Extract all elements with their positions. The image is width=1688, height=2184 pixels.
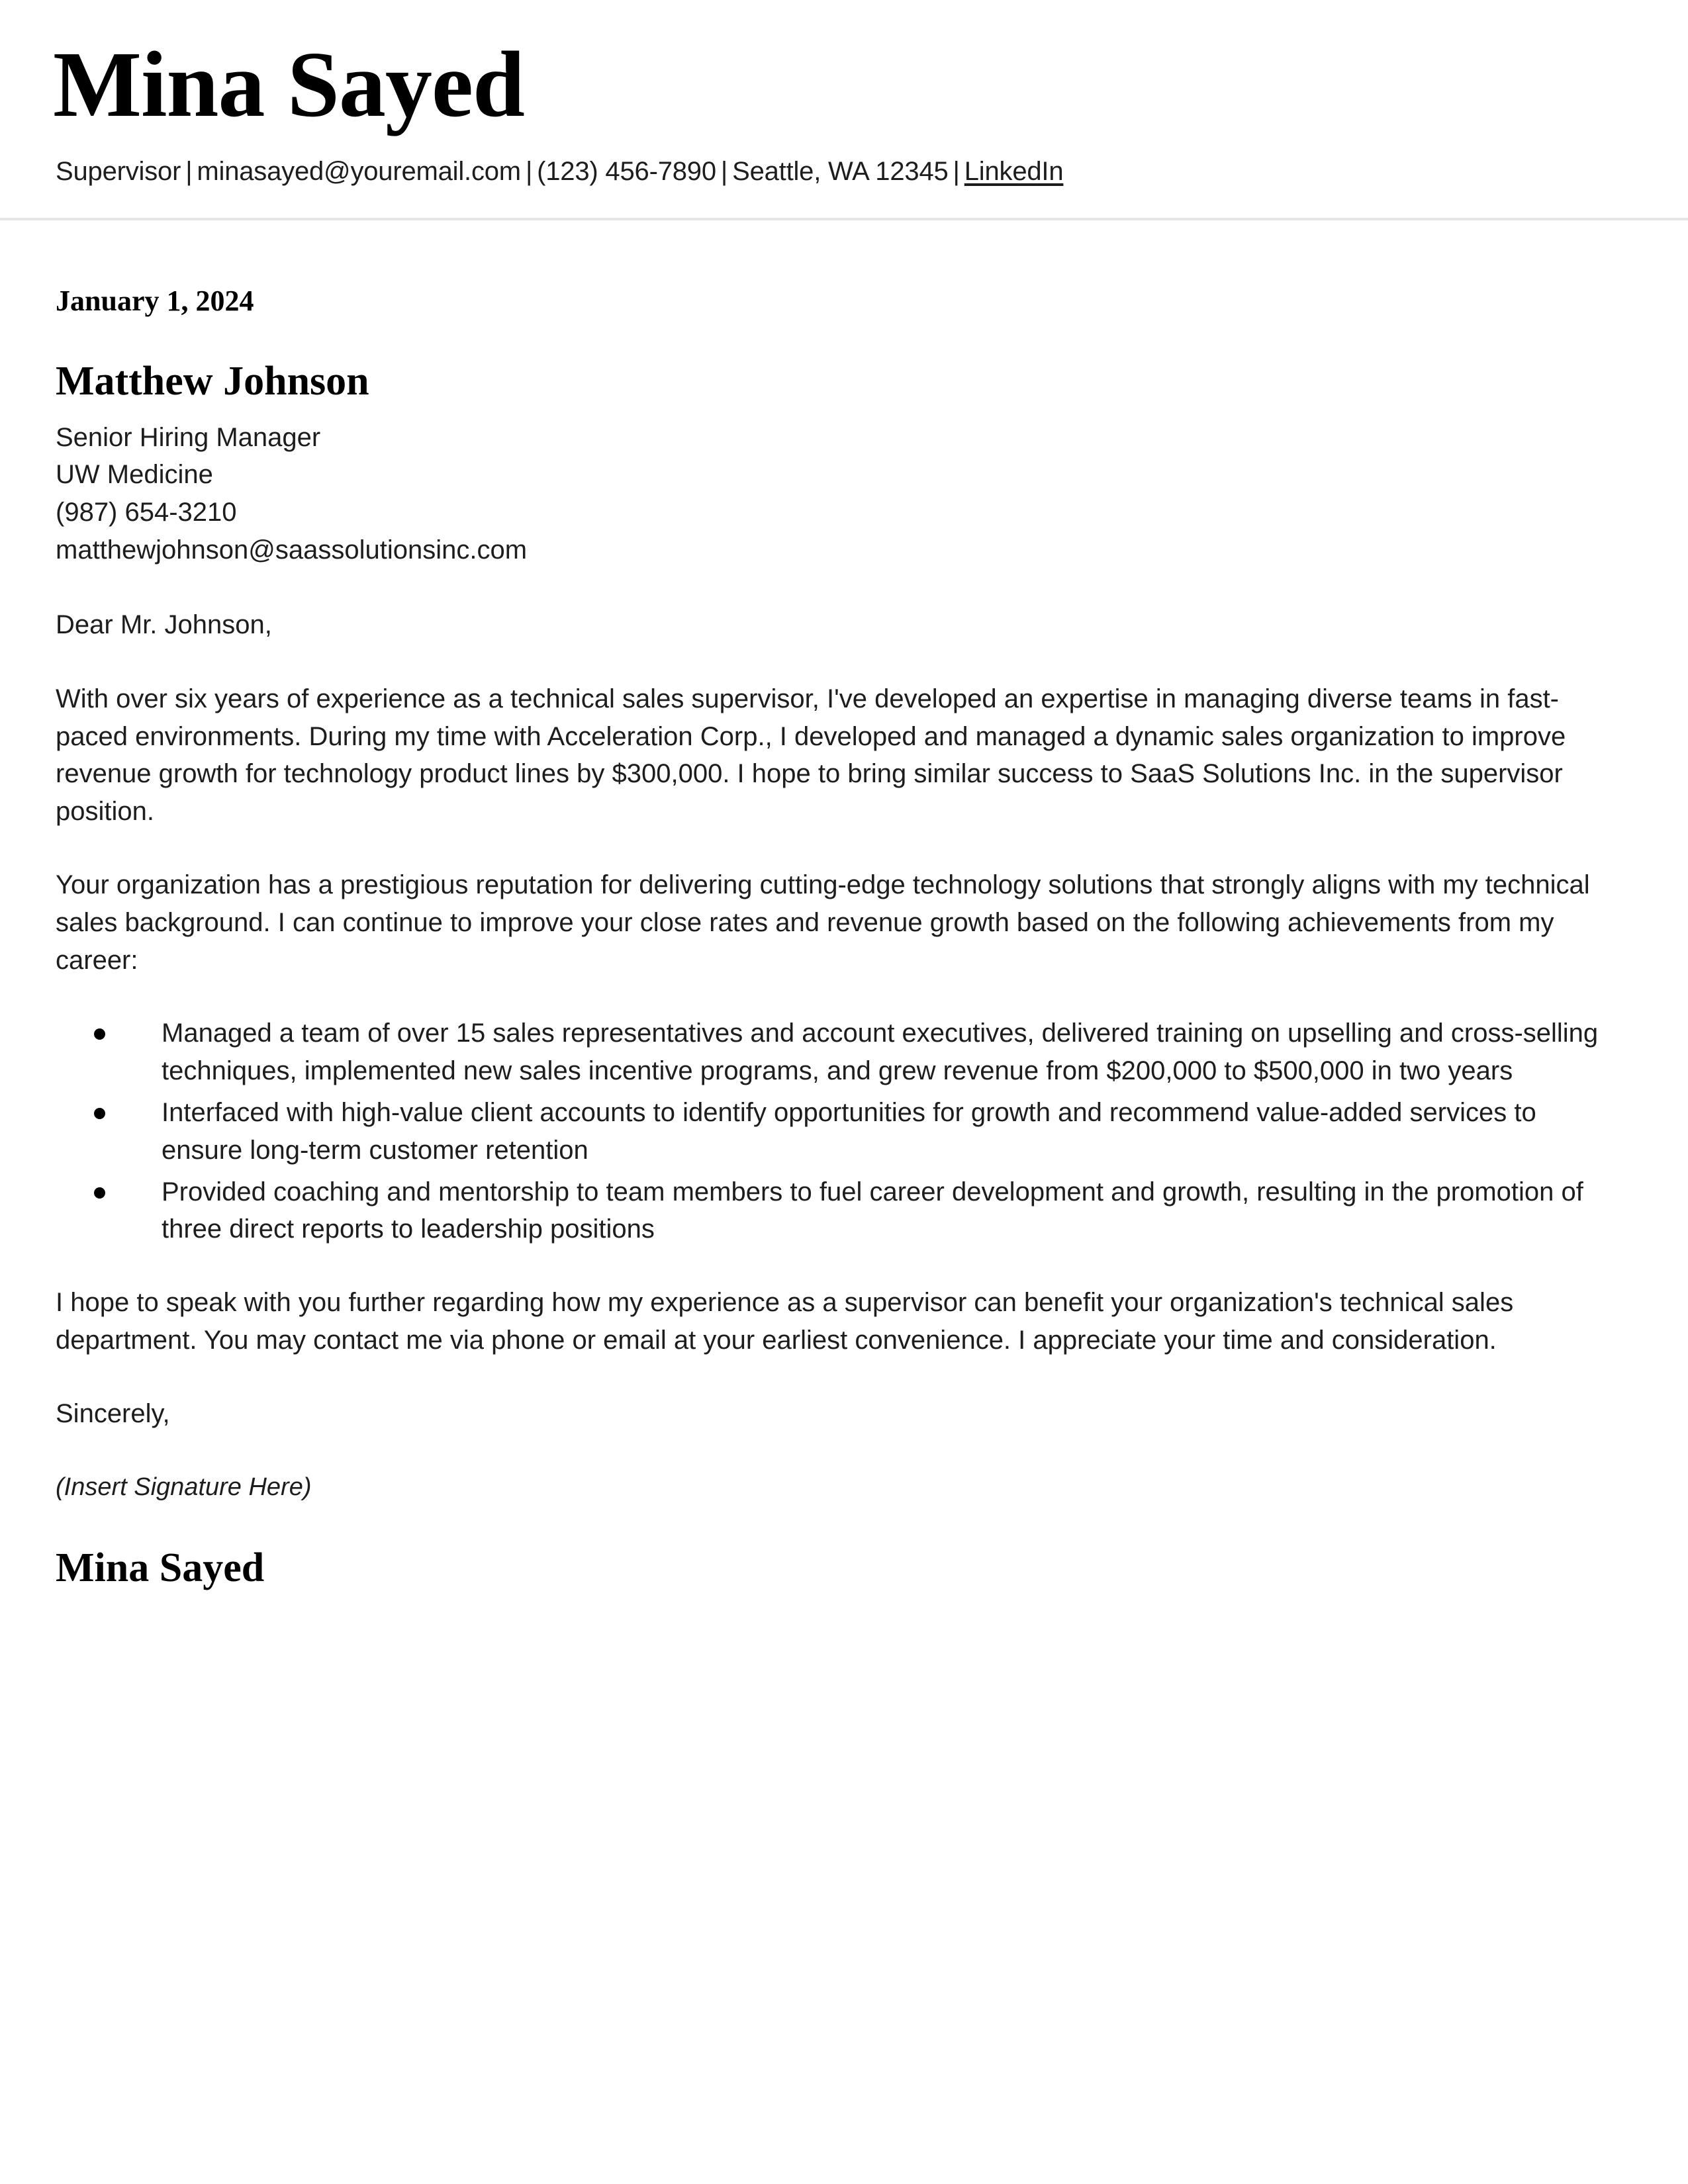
letterhead-header	[0, 0, 1688, 189]
contact-role: Supervisor	[56, 156, 181, 186]
letter-date: January 1, 2024	[56, 284, 254, 317]
contact-line	[56, 154, 1632, 189]
contact-separator-4: |	[953, 156, 960, 186]
body-paragraph-1: With over six years of experience as a technical sales supervisor, I've developed an expertise in managing diverse teams in fast-paced environments. During my time with Acceleration Corp., I developed and managed a dynamic sales organization to improve revenue growth for technology product lines by $300,000. I hope to bring similar success to SaaS Solutions Inc. in the supervisor position.	[56, 684, 1566, 827]
list-item-text: Provided coaching and mentorship to team members to fuel career development and growth, resulting in the promotion of three direct reports to leadership positions	[162, 1177, 1583, 1244]
letter-body	[0, 284, 1688, 1592]
list-item	[56, 1173, 1618, 1249]
page-title: Mina Sayed	[53, 32, 524, 136]
recipient-phone: (987) 654-3210	[56, 498, 237, 527]
contact-phone: (123) 456-7890	[537, 156, 716, 186]
signature-name: Mina Sayed	[56, 1545, 265, 1590]
sign-off: Sincerely,	[56, 1398, 170, 1428]
list-item	[56, 1094, 1618, 1169]
bullet-icon	[94, 1108, 105, 1119]
salutation: Dear Mr. Johnson,	[56, 610, 272, 639]
recipient-title: Senior Hiring Manager	[56, 422, 321, 452]
closing-paragraph: I hope to speak with you further regarding how my experience as a supervisor can benefit your organization's technical sales department. You may contact me via phone or email at your earliest convenience. I appreciate your time and consideration.	[56, 1288, 1514, 1355]
list-item-text: Interfaced with high-value client accounts to identify opportunities for growth and recommend value-added services to ensure long-term customer retention	[162, 1097, 1536, 1165]
contact-email: minasayed@youremail.com	[197, 156, 521, 186]
achievements-list	[56, 1015, 1632, 1248]
contact-separator-3: |	[720, 156, 728, 186]
contact-separator-1: |	[185, 156, 193, 186]
header-divider	[0, 218, 1688, 220]
list-item-text: Managed a team of over 15 sales representatives and account executives, delivered training on upselling and cross-selling techniques, implemented new sales incentive programs, and grew revenue from $200,000 to $500,000 in two years	[162, 1019, 1599, 1086]
bullet-icon	[94, 1187, 105, 1199]
signature-placeholder: (Insert Signature Here)	[56, 1473, 312, 1501]
contact-separator-2: |	[525, 156, 533, 186]
body-paragraph-2: Your organization has a prestigious reputation for delivering cutting-edge technology solutions that strongly aligns with my technical sales background. I can continue to improve your close rates and revenue growth based on the following achievements from my career:	[56, 870, 1590, 975]
bullet-icon	[94, 1028, 105, 1040]
linkedin-link[interactable]: LinkedIn	[964, 156, 1064, 186]
recipient-email: matthewjohnson@saassolutionsinc.com	[56, 535, 528, 565]
recipient-block	[56, 419, 1632, 569]
contact-location: Seattle, WA 12345	[732, 156, 949, 186]
recipient-name: Matthew Johnson	[56, 359, 369, 404]
list-item	[56, 1015, 1618, 1090]
recipient-company: UW Medicine	[56, 460, 213, 490]
